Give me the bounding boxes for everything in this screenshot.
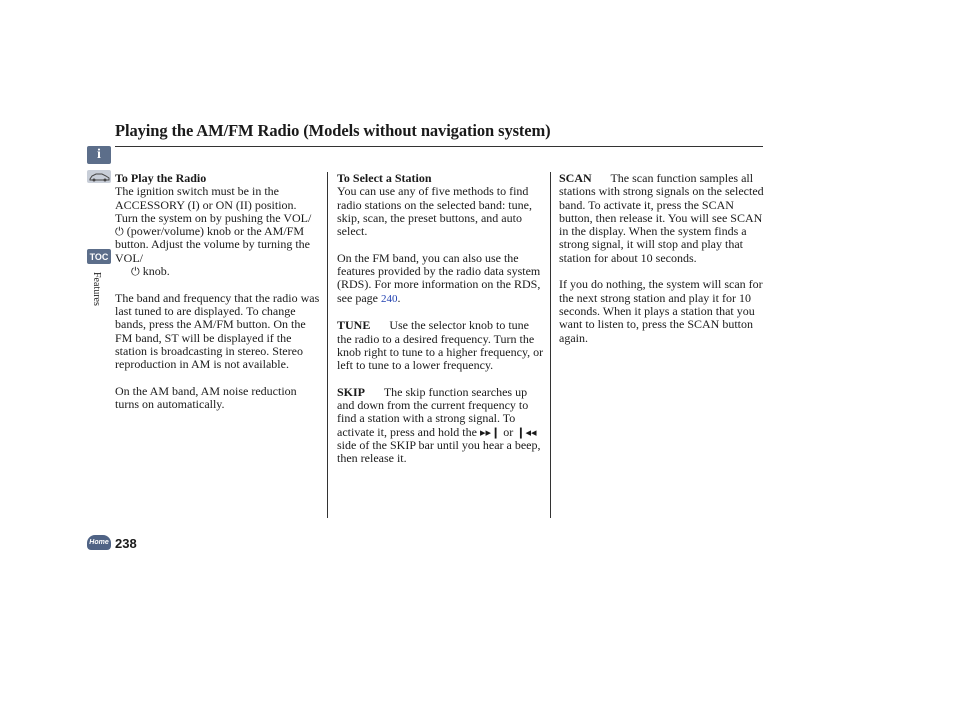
skip-back-icon: ❙◂◂ [516, 425, 537, 439]
text: or [503, 424, 514, 439]
page-link[interactable]: 240 [380, 292, 398, 305]
text: The skip function searches up and down from the current frequency to find a station with a strong signal. To activate it, press and hold the [337, 384, 529, 439]
text: Use the selector knob to tune the radio to a desired frequency. Turn the knob right to tune to a higher frequency, or left to tune to a lower frequency. [337, 318, 544, 373]
paragraph [337, 386, 545, 466]
power-icon: ⏻ [115, 225, 124, 239]
text: The scan function samples all stations with strong signals on the selected band. To activate it, press the SCAN button, then release it. You will see SCAN in the display. When the system finds a strong signal, it will stop and play that station for about 10 seconds. [559, 171, 764, 265]
heading-select-station: To Select a Station [337, 171, 432, 185]
home-button[interactable]: Home [87, 535, 111, 550]
paragraph [337, 252, 545, 306]
page-title: Playing the AM/FM Radio (Models without navigation system) [115, 121, 551, 140]
paragraph: If you do nothing, the system will scan for the next strong station and play it for 10 seconds. When it plays a station that you want to listen to, press the SCAN button again. [559, 277, 763, 345]
text: The ignition switch must be in the ACCESSORY (I) or ON (II) position. Turn the system on by pushing the VOL/ [115, 184, 312, 225]
column-scan [559, 172, 764, 358]
info-icon[interactable]: i [87, 146, 111, 164]
skip-forward-icon: ▸▸❙ [479, 425, 501, 439]
paragraph [559, 172, 764, 265]
paragraph [115, 185, 320, 278]
heading-play-radio: To Play the Radio [115, 171, 207, 185]
paragraph: You can use any of five methods to find radio stations on the selected band: tune, skip, scan, the preset buttons, and auto select. [337, 184, 532, 239]
page-number: 238 [115, 536, 137, 551]
paragraph [337, 319, 545, 372]
column-play-radio [115, 172, 320, 425]
paragraph: On the AM band, AM noise reduction turns on automatically. [115, 383, 297, 412]
text: . [397, 290, 401, 305]
scan-heading: SCAN [559, 171, 592, 185]
tune-heading: TUNE [337, 318, 371, 333]
car-graphic [88, 172, 110, 182]
power-icon: ⏻ [131, 265, 140, 279]
title-rule [115, 146, 763, 147]
column-select-station [337, 172, 545, 479]
paragraph: The band and frequency that the radio was last tuned to are displayed. To change bands, press the AM/FM button. On the FM band, ST will be displayed if the station is broadcasting in stereo. Stereo reproduction in AM is not available. [115, 290, 320, 372]
text: side of the SKIP bar until you hear a beep, then release it. [337, 437, 541, 466]
car-icon[interactable] [87, 170, 111, 183]
text: (power/volume) knob or the AM/FM button. Adjust the volume by turning the VOL/ [115, 224, 310, 265]
toc-button[interactable]: TOC [87, 249, 111, 264]
column-divider [550, 172, 551, 518]
text: knob. [142, 264, 170, 279]
column-divider [327, 172, 328, 518]
skip-heading: SKIP [337, 384, 366, 399]
text: On the FM band, you can also use the features provided by the radio data system (RDS). For more information on the RDS, see page [337, 250, 541, 305]
section-label: Features [91, 272, 102, 306]
